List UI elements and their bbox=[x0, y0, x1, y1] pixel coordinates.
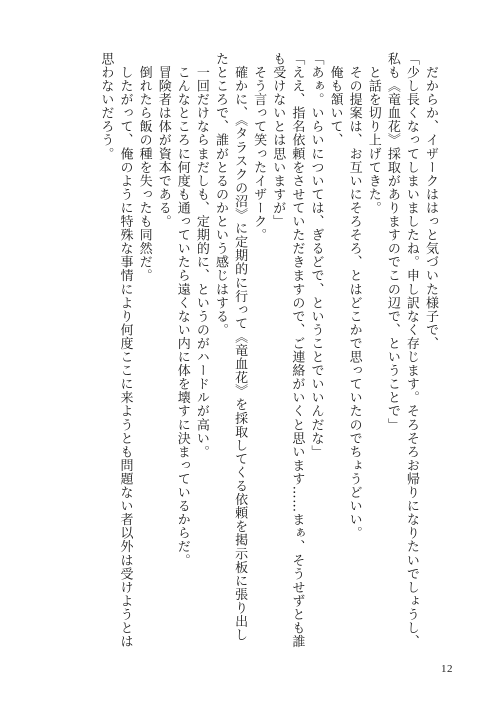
vertical-text-body bbox=[58, 52, 440, 652]
text-line: だからか、イザークははっと気づいた様子で、 bbox=[423, 52, 438, 351]
text-line: 「少し長くなってしまいましたね。申し訳なく存じます。そろそろお帰りになりたいでしょうし、 bbox=[403, 52, 419, 649]
text-line: と話を切り上げてきた。 bbox=[365, 52, 381, 215]
text-line: 「あぁ。いらいについては、ぎるどで、ということでいいんだな」 bbox=[308, 52, 324, 459]
text-line: 私も《竜血花》採取がありますのでこの辺で、ということで」 bbox=[384, 52, 400, 432]
text-line: その提案は、お互いにそろそろ、とはどこかで思っていたのでちょうどいい。 bbox=[346, 52, 362, 540]
text-line: 思わないだろう。 bbox=[98, 52, 114, 161]
page-number: 12 bbox=[441, 663, 453, 675]
text-line: 一回だけならまだしも、定期的に、というのがハードルが高い。 bbox=[193, 52, 209, 459]
text-line: 倒れたら飯の種を失ったも同然だ。 bbox=[136, 52, 152, 283]
text-line: そう言って笑ったイザーク。 bbox=[251, 52, 267, 242]
text-line: たところで、誰がとるのかという感じはする。 bbox=[212, 52, 228, 337]
text-line: こんなところに何度も通っていたら遠くない内に体を壊すに決まっているからだ。 bbox=[174, 52, 190, 567]
text-line: 冒険者は体が資本である。 bbox=[155, 52, 171, 229]
text-line: したがって、俺のように特殊な事情により何度ここに来ようとも問題ない者以外は受けようとは bbox=[117, 52, 133, 649]
text-line: 「ええ、指名依頼をさせていただきますので、ご連絡がいくと思います……まぁ、そうせずとも誰 bbox=[289, 52, 305, 649]
text-line: 俺も頷いて、 bbox=[327, 52, 343, 147]
text-line: 確かに、《タラスクの沼》に定期的に行って《竜血花》を採取してくる依頼を掲示板に張り出し bbox=[232, 52, 248, 642]
text-line: も受けないとは思いますが」 bbox=[270, 52, 286, 229]
